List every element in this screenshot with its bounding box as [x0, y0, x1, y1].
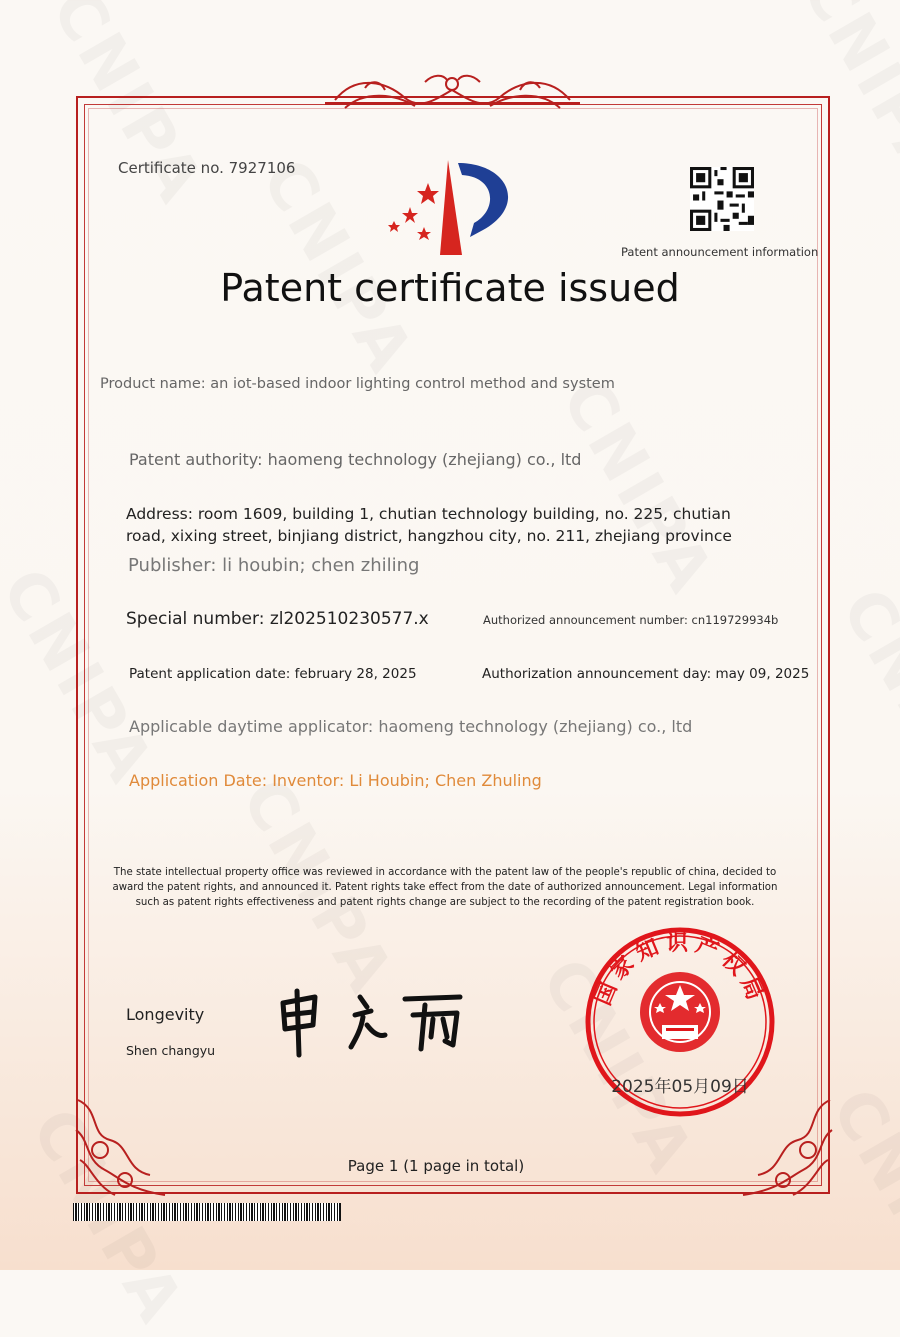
statement-line-2: award the patent rights, and announced it. Patent rights take effect from the date of authorized announcement. Legal information [112, 882, 778, 893]
applicator: Applicable daytime applicator: haomeng technology (zhejiang) co., ltd [129, 717, 693, 736]
publisher: Publisher: li houbin; chen zhiling [128, 555, 420, 576]
handwritten-signature [275, 985, 465, 1060]
authorized-announcement-number: Authorized announcement number: cn119729934b [483, 613, 779, 627]
seal-date: 2025年05月09日 [611, 1077, 749, 1097]
statement-line-1: The state intellectual property office was reviewed in accordance with the patent law of the people's republic of china, decided to [113, 867, 777, 878]
cnipa-watermark [827, 577, 900, 817]
official-seal [580, 927, 780, 1117]
top-ornament [325, 70, 580, 118]
authorization-announcement-day: Authorization announcement day: may 09, 2025 [482, 666, 810, 682]
signatory-title: Longevity [126, 1005, 205, 1024]
page-info: Page 1 (1 page in total) [347, 1157, 525, 1175]
svg-text:国家知识产权局: 国家知识产权局 [590, 931, 770, 1010]
patent-announcement-qr-code[interactable] [690, 167, 754, 231]
cnipa-logo [388, 155, 520, 255]
certificate-title: Patent certificate issued [220, 266, 680, 310]
statement-line-3: such as patent rights effectiveness and patent rights change are subject to the recording of the patent registration book. [135, 897, 755, 908]
patent-application-date: Patent application date: february 28, 2025 [129, 666, 417, 682]
qr-code-caption: Patent announcement information [621, 245, 819, 259]
patent-authority: Patent authority: haomeng technology (zhejiang) co., ltd [129, 450, 582, 469]
address-line-2: road, xixing street, binjiang district, hangzhou city, no. 211, zhejiang province [126, 527, 732, 545]
inventor-line: Application Date: Inventor: Li Houbin; Chen Zhuling [129, 771, 542, 790]
signatory-name: Shen changyu [126, 1043, 216, 1058]
address-line-1: Address: room 1609, building 1, chutian technology building, no. 225, chutian [126, 505, 731, 523]
bottom-left-corner-ornament [70, 1090, 170, 1205]
product-name: Product name: an iot-based indoor lighting control method and system [100, 376, 615, 392]
special-number: Special number: zl202510230577.x [126, 609, 429, 629]
certificate-number: Certificate no. 7927106 [118, 159, 296, 177]
barcode [73, 1203, 341, 1221]
